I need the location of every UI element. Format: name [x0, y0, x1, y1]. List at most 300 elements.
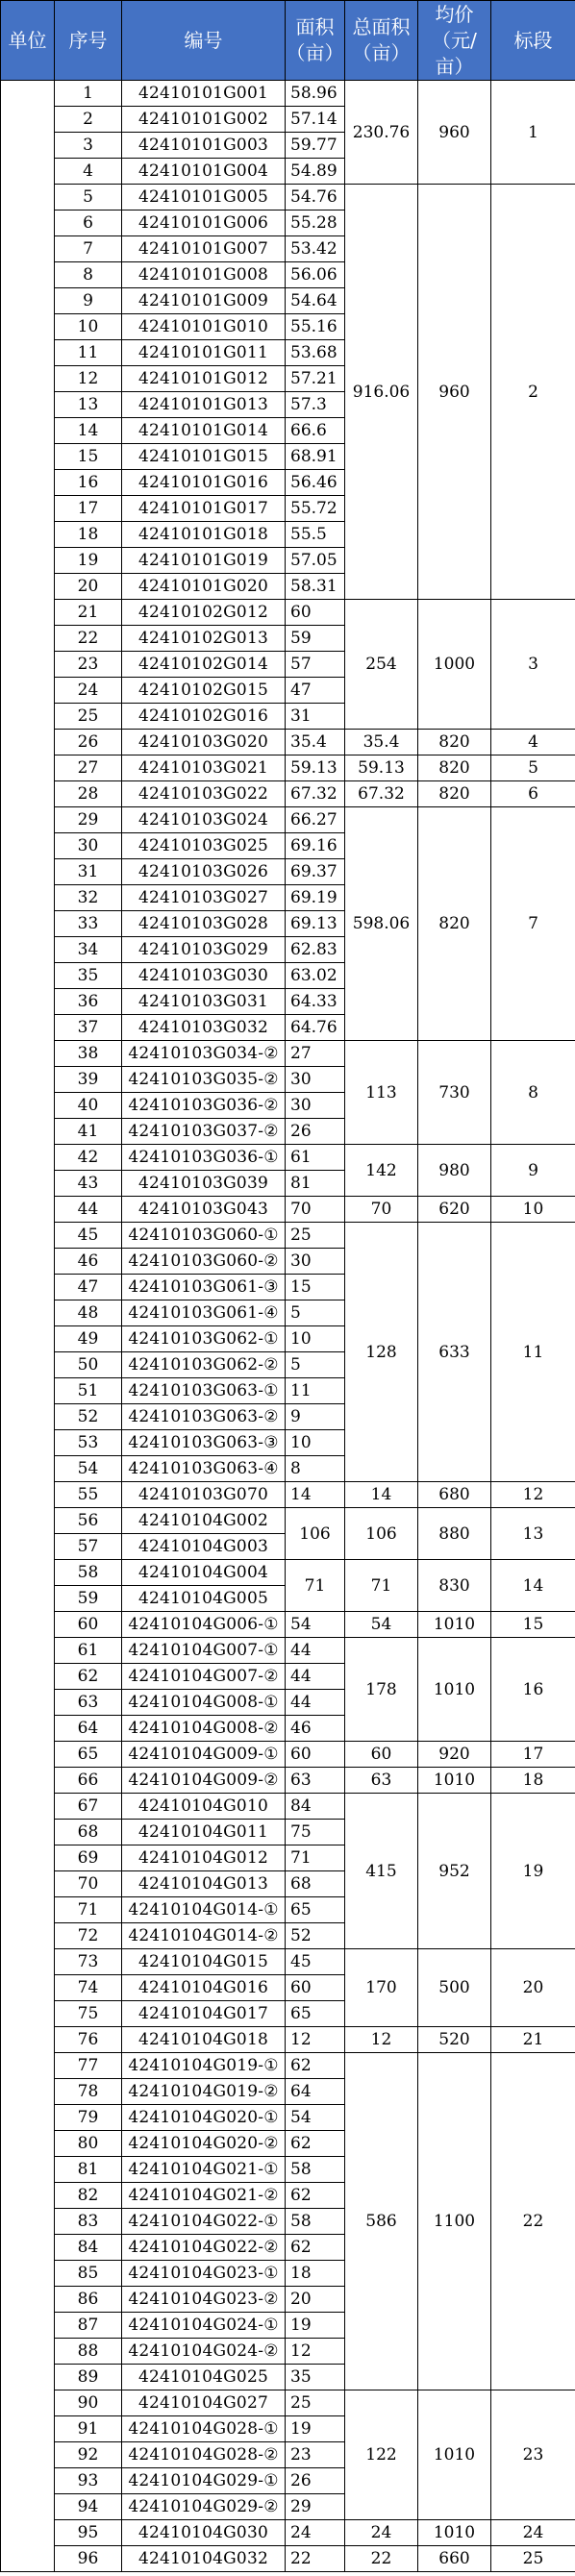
total-area-cell: 35.4: [345, 730, 418, 755]
total-area-cell: 12: [345, 2027, 418, 2053]
seq-cell: 65: [55, 1742, 122, 1768]
area-cell: 53.68: [286, 340, 345, 366]
seq-cell: 9: [55, 288, 122, 314]
seq-cell: 37: [55, 1015, 122, 1041]
area-cell: 69.16: [286, 833, 345, 859]
code-cell: 42410101G016: [122, 470, 286, 496]
code-cell: 42410104G022-②: [122, 2235, 286, 2261]
area-cell: 60: [286, 1742, 345, 1768]
code-cell: 42410104G013: [122, 1871, 286, 1897]
seq-cell: 86: [55, 2287, 122, 2313]
seq-cell: 8: [55, 262, 122, 288]
section-cell: 4: [491, 730, 575, 755]
area-cell: 10: [286, 1430, 345, 1456]
code-cell: 42410103G027: [122, 885, 286, 911]
code-cell: 42410104G008-②: [122, 1716, 286, 1742]
code-cell: 42410104G020-①: [122, 2105, 286, 2131]
code-cell: 42410104G018: [122, 2027, 286, 2053]
code-cell: 42410101G015: [122, 444, 286, 470]
code-cell: 42410103G028: [122, 911, 286, 937]
area-cell: 69.37: [286, 859, 345, 885]
table-row: [1, 1949, 575, 1975]
area-cell: 63.02: [286, 963, 345, 989]
area-cell: 12: [286, 2027, 345, 2053]
area-cell: 68.91: [286, 444, 345, 470]
code-cell: 42410103G063-③: [122, 1430, 286, 1456]
area-cell: 30: [286, 1249, 345, 1275]
code-cell: 42410104G023-①: [122, 2261, 286, 2287]
area-cell: 26: [286, 2468, 345, 2494]
code-cell: 42410102G015: [122, 678, 286, 704]
code-cell: 42410103G063-①: [122, 1378, 286, 1404]
area-cell: 11: [286, 1378, 345, 1404]
seq-cell: 80: [55, 2131, 122, 2157]
table-row: [1, 1638, 575, 1664]
area-cell: 65: [286, 1897, 345, 1923]
area-cell: 55.16: [286, 314, 345, 340]
table-row: [1, 1742, 575, 1768]
seq-cell: 41: [55, 1119, 122, 1145]
code-cell: 42410104G014-②: [122, 1923, 286, 1949]
seq-cell: 47: [55, 1275, 122, 1300]
code-cell: 42410103G061-③: [122, 1275, 286, 1300]
code-cell: 42410104G022-①: [122, 2209, 286, 2235]
area-cell: 68: [286, 1871, 345, 1897]
total-area-cell: 54: [345, 1612, 418, 1638]
code-cell: 42410104G030: [122, 2520, 286, 2546]
area-cell: 46: [286, 1716, 345, 1742]
area-cell: 57.14: [286, 107, 345, 133]
area-cell: 67.32: [286, 781, 345, 807]
table-row: [1, 781, 575, 807]
seq-cell: 25: [55, 704, 122, 730]
table-row: [1, 2053, 575, 2079]
table-row: [1, 185, 575, 211]
code-cell: 42410103G060-②: [122, 1249, 286, 1275]
area-cell: 10: [286, 1326, 345, 1352]
seq-cell: 18: [55, 522, 122, 548]
seq-cell: 21: [55, 600, 122, 626]
total-area-cell: 598.06: [345, 807, 418, 1041]
section-cell: 20: [491, 1949, 575, 2027]
code-cell: 42410104G003: [122, 1534, 286, 1560]
seq-cell: 30: [55, 833, 122, 859]
avg-price-cell: 730: [418, 1041, 491, 1145]
seq-cell: 48: [55, 1300, 122, 1326]
table-row: [1, 755, 575, 781]
code-cell: 42410101G020: [122, 574, 286, 600]
code-cell: 42410101G007: [122, 236, 286, 262]
avg-price-cell: 500: [418, 1949, 491, 2027]
seq-cell: 55: [55, 1482, 122, 1508]
table-row: [1, 2027, 575, 2053]
area-cell: 66.6: [286, 418, 345, 444]
header-total-area: 总面积 （亩）: [345, 1, 418, 81]
seq-cell: 59: [55, 1586, 122, 1612]
area-cell: 52: [286, 1923, 345, 1949]
seq-cell: 32: [55, 885, 122, 911]
total-area-cell: 71: [345, 1560, 418, 1612]
avg-price-cell: 660: [418, 2546, 491, 2572]
code-cell: 42410103G030: [122, 963, 286, 989]
code-cell: 42410103G022: [122, 781, 286, 807]
avg-price-cell: 1010: [418, 2520, 491, 2546]
section-cell: 7: [491, 807, 575, 1041]
code-cell: 42410103G024: [122, 807, 286, 833]
total-area-cell: 24: [345, 2520, 418, 2546]
seq-cell: 43: [55, 1171, 122, 1197]
area-cell: 56.06: [286, 262, 345, 288]
total-area-cell: 70: [345, 1197, 418, 1223]
code-cell: 42410103G043: [122, 1197, 286, 1223]
total-area-cell: 230.76: [345, 81, 418, 185]
section-cell: 10: [491, 1197, 575, 1223]
area-cell: 106: [286, 1508, 345, 1560]
seq-cell: 84: [55, 2235, 122, 2261]
code-cell: 42410104G023-②: [122, 2287, 286, 2313]
total-area-cell: 59.13: [345, 755, 418, 781]
seq-cell: 28: [55, 781, 122, 807]
seq-cell: 90: [55, 2390, 122, 2416]
section-cell: 24: [491, 2520, 575, 2546]
seq-cell: 26: [55, 730, 122, 755]
area-cell: 58.31: [286, 574, 345, 600]
seq-cell: 35: [55, 963, 122, 989]
area-cell: 27: [286, 1041, 345, 1067]
area-cell: 70: [286, 1197, 345, 1223]
area-cell: 69.13: [286, 911, 345, 937]
seq-cell: 49: [55, 1326, 122, 1352]
area-cell: 64: [286, 2079, 345, 2105]
section-cell: 25: [491, 2546, 575, 2572]
seq-cell: 53: [55, 1430, 122, 1456]
avg-price-cell: 820: [418, 730, 491, 755]
avg-price-cell: 1010: [418, 1612, 491, 1638]
area-cell: 19: [286, 2416, 345, 2442]
total-area-cell: 916.06: [345, 185, 418, 600]
area-cell: 66.27: [286, 807, 345, 833]
section-cell: 22: [491, 2053, 575, 2390]
area-cell: 47: [286, 678, 345, 704]
seq-cell: 15: [55, 444, 122, 470]
code-cell: 42410102G016: [122, 704, 286, 730]
code-cell: 42410102G012: [122, 600, 286, 626]
table-row: [1, 1482, 575, 1508]
table-row: [1, 1794, 575, 1820]
unit-cell: [1, 81, 55, 2572]
area-cell: 29: [286, 2494, 345, 2520]
area-cell: 65: [286, 2001, 345, 2027]
section-cell: 12: [491, 1482, 575, 1508]
seq-cell: 93: [55, 2468, 122, 2494]
code-cell: 42410104G020-②: [122, 2131, 286, 2157]
seq-cell: 17: [55, 496, 122, 522]
code-cell: 42410102G013: [122, 626, 286, 652]
area-cell: 71: [286, 1845, 345, 1871]
table-body: [1, 81, 575, 2572]
total-area-cell: 113: [345, 1041, 418, 1145]
seq-cell: 79: [55, 2105, 122, 2131]
area-cell: 81: [286, 1171, 345, 1197]
code-cell: 42410104G004: [122, 1560, 286, 1586]
total-area-cell: 63: [345, 1768, 418, 1794]
area-cell: 35.4: [286, 730, 345, 755]
avg-price-cell: 680: [418, 1482, 491, 1508]
total-area-cell: 142: [345, 1145, 418, 1197]
code-cell: 42410104G028-①: [122, 2416, 286, 2442]
area-cell: 54: [286, 1612, 345, 1638]
seq-cell: 42: [55, 1145, 122, 1171]
code-cell: 42410101G012: [122, 366, 286, 392]
seq-cell: 16: [55, 470, 122, 496]
code-cell: 42410104G007-①: [122, 1638, 286, 1664]
area-cell: 57.05: [286, 548, 345, 574]
avg-price-cell: 1010: [418, 2390, 491, 2520]
code-cell: 42410104G019-②: [122, 2079, 286, 2105]
code-cell: 42410103G034-②: [122, 1041, 286, 1067]
code-cell: 42410101G004: [122, 159, 286, 185]
seq-cell: 39: [55, 1067, 122, 1093]
code-cell: 42410101G002: [122, 107, 286, 133]
code-cell: 42410103G037-②: [122, 1119, 286, 1145]
code-cell: 42410101G005: [122, 185, 286, 211]
header-avg-price: 均价 （元/ 亩）: [418, 1, 491, 81]
area-cell: 44: [286, 1664, 345, 1690]
header-row: [1, 1, 575, 81]
section-cell: 1: [491, 81, 575, 185]
section-cell: 17: [491, 1742, 575, 1768]
seq-cell: 70: [55, 1871, 122, 1897]
code-cell: 42410103G031: [122, 989, 286, 1015]
avg-price-cell: 980: [418, 1145, 491, 1197]
avg-price-cell: 830: [418, 1560, 491, 1612]
avg-price-cell: 960: [418, 185, 491, 600]
code-cell: 42410103G021: [122, 755, 286, 781]
seq-cell: 27: [55, 755, 122, 781]
seq-cell: 63: [55, 1690, 122, 1716]
code-cell: 42410103G036-①: [122, 1145, 286, 1171]
seq-cell: 10: [55, 314, 122, 340]
code-cell: 42410101G019: [122, 548, 286, 574]
section-cell: 14: [491, 1560, 575, 1612]
code-cell: 42410101G018: [122, 522, 286, 548]
code-cell: 42410103G060-①: [122, 1223, 286, 1249]
code-cell: 42410103G026: [122, 859, 286, 885]
area-cell: 60: [286, 600, 345, 626]
seq-cell: 44: [55, 1197, 122, 1223]
code-cell: 42410104G029-②: [122, 2494, 286, 2520]
code-cell: 42410103G062-①: [122, 1326, 286, 1352]
seq-cell: 77: [55, 2053, 122, 2079]
code-cell: 42410103G025: [122, 833, 286, 859]
area-cell: 62.83: [286, 937, 345, 963]
area-cell: 62: [286, 2183, 345, 2209]
table-row: [1, 1041, 575, 1067]
total-area-cell: 170: [345, 1949, 418, 2027]
code-cell: 42410101G013: [122, 392, 286, 418]
seq-cell: 14: [55, 418, 122, 444]
seq-cell: 89: [55, 2365, 122, 2390]
area-cell: 54.89: [286, 159, 345, 185]
area-cell: 25: [286, 1223, 345, 1249]
code-cell: 42410104G024-①: [122, 2313, 286, 2339]
seq-cell: 50: [55, 1352, 122, 1378]
code-cell: 42410104G009-②: [122, 1768, 286, 1794]
seq-cell: 31: [55, 859, 122, 885]
code-cell: 42410104G010: [122, 1794, 286, 1820]
section-cell: 6: [491, 781, 575, 807]
seq-cell: 75: [55, 2001, 122, 2027]
area-cell: 69.19: [286, 885, 345, 911]
seq-cell: 94: [55, 2494, 122, 2520]
seq-cell: 2: [55, 107, 122, 133]
avg-price-cell: 1010: [418, 1768, 491, 1794]
seq-cell: 51: [55, 1378, 122, 1404]
code-cell: 42410104G024-②: [122, 2339, 286, 2365]
total-area-cell: 415: [345, 1794, 418, 1949]
section-cell: 19: [491, 1794, 575, 1949]
code-cell: 42410104G029-①: [122, 2468, 286, 2494]
avg-price-cell: 820: [418, 781, 491, 807]
code-cell: 42410104G016: [122, 1975, 286, 2001]
area-cell: 57: [286, 652, 345, 678]
seq-cell: 38: [55, 1041, 122, 1067]
table-row: [1, 1768, 575, 1794]
seq-cell: 11: [55, 340, 122, 366]
code-cell: 42410103G035-②: [122, 1067, 286, 1093]
total-area-cell: 22: [345, 2546, 418, 2572]
area-cell: 22: [286, 2546, 345, 2572]
code-cell: 42410103G039: [122, 1171, 286, 1197]
total-area-cell: 128: [345, 1223, 418, 1482]
seq-cell: 74: [55, 1975, 122, 2001]
table-row: [1, 81, 575, 107]
header-area: 面积 （亩）: [286, 1, 345, 81]
code-cell: 42410104G002: [122, 1508, 286, 1534]
seq-cell: 71: [55, 1897, 122, 1923]
seq-cell: 58: [55, 1560, 122, 1586]
seq-cell: 78: [55, 2079, 122, 2105]
seq-cell: 36: [55, 989, 122, 1015]
code-cell: 42410104G028-②: [122, 2442, 286, 2468]
area-cell: 25: [286, 2390, 345, 2416]
table-row: [1, 2390, 575, 2416]
code-cell: 42410101G003: [122, 133, 286, 159]
seq-cell: 95: [55, 2520, 122, 2546]
seq-cell: 69: [55, 1845, 122, 1871]
code-cell: 42410104G015: [122, 1949, 286, 1975]
area-cell: 31: [286, 704, 345, 730]
code-cell: 42410104G021-②: [122, 2183, 286, 2209]
seq-cell: 54: [55, 1456, 122, 1482]
area-cell: 24: [286, 2520, 345, 2546]
code-cell: 42410104G014-①: [122, 1897, 286, 1923]
seq-cell: 13: [55, 392, 122, 418]
avg-price-cell: 1000: [418, 600, 491, 730]
area-cell: 23: [286, 2442, 345, 2468]
code-cell: 42410104G032: [122, 2546, 286, 2572]
seq-cell: 56: [55, 1508, 122, 1534]
code-cell: 42410101G008: [122, 262, 286, 288]
table-row: [1, 2546, 575, 2572]
area-cell: 8: [286, 1456, 345, 1482]
seq-cell: 40: [55, 1093, 122, 1119]
table-row: [1, 1223, 575, 1249]
area-cell: 57.3: [286, 392, 345, 418]
area-cell: 84: [286, 1794, 345, 1820]
area-cell: 30: [286, 1093, 345, 1119]
seq-cell: 68: [55, 1820, 122, 1845]
area-cell: 75: [286, 1820, 345, 1845]
code-cell: 42410103G032: [122, 1015, 286, 1041]
area-cell: 12: [286, 2339, 345, 2365]
table-row: [1, 2520, 575, 2546]
seq-cell: 46: [55, 1249, 122, 1275]
code-cell: 42410104G017: [122, 2001, 286, 2027]
seq-cell: 81: [55, 2157, 122, 2183]
seq-cell: 57: [55, 1534, 122, 1560]
total-area-cell: 60: [345, 1742, 418, 1768]
seq-cell: 76: [55, 2027, 122, 2053]
total-area-cell: 14: [345, 1482, 418, 1508]
total-area-cell: 586: [345, 2053, 418, 2390]
code-cell: 42410104G021-①: [122, 2157, 286, 2183]
seq-cell: 62: [55, 1664, 122, 1690]
avg-price-cell: 820: [418, 807, 491, 1041]
section-cell: 9: [491, 1145, 575, 1197]
code-cell: 42410103G020: [122, 730, 286, 755]
area-cell: 54.64: [286, 288, 345, 314]
area-cell: 71: [286, 1560, 345, 1612]
section-cell: 8: [491, 1041, 575, 1145]
area-cell: 15: [286, 1275, 345, 1300]
code-cell: 42410101G011: [122, 340, 286, 366]
seq-cell: 52: [55, 1404, 122, 1430]
seq-cell: 1: [55, 81, 122, 107]
area-cell: 53.42: [286, 236, 345, 262]
code-cell: 42410104G005: [122, 1586, 286, 1612]
code-cell: 42410101G010: [122, 314, 286, 340]
avg-price-cell: 820: [418, 755, 491, 781]
area-cell: 18: [286, 2261, 345, 2287]
code-cell: 42410104G007-②: [122, 1664, 286, 1690]
seq-cell: 91: [55, 2416, 122, 2442]
seq-cell: 83: [55, 2209, 122, 2235]
avg-price-cell: 520: [418, 2027, 491, 2053]
area-cell: 62: [286, 2235, 345, 2261]
area-cell: 59.13: [286, 755, 345, 781]
area-cell: 30: [286, 1067, 345, 1093]
area-cell: 9: [286, 1404, 345, 1430]
seq-cell: 85: [55, 2261, 122, 2287]
area-cell: 61: [286, 1145, 345, 1171]
header-code: 编号: [122, 1, 286, 81]
seq-cell: 96: [55, 2546, 122, 2572]
seq-cell: 64: [55, 1716, 122, 1742]
area-cell: 54.76: [286, 185, 345, 211]
area-cell: 19: [286, 2313, 345, 2339]
avg-price-cell: 960: [418, 81, 491, 185]
code-cell: 42410103G061-④: [122, 1300, 286, 1326]
section-cell: 21: [491, 2027, 575, 2053]
seq-cell: 19: [55, 548, 122, 574]
code-cell: 42410103G070: [122, 1482, 286, 1508]
seq-cell: 73: [55, 1949, 122, 1975]
code-cell: 42410103G029: [122, 937, 286, 963]
avg-price-cell: 952: [418, 1794, 491, 1949]
seq-cell: 88: [55, 2339, 122, 2365]
table-row: [1, 1508, 575, 1534]
